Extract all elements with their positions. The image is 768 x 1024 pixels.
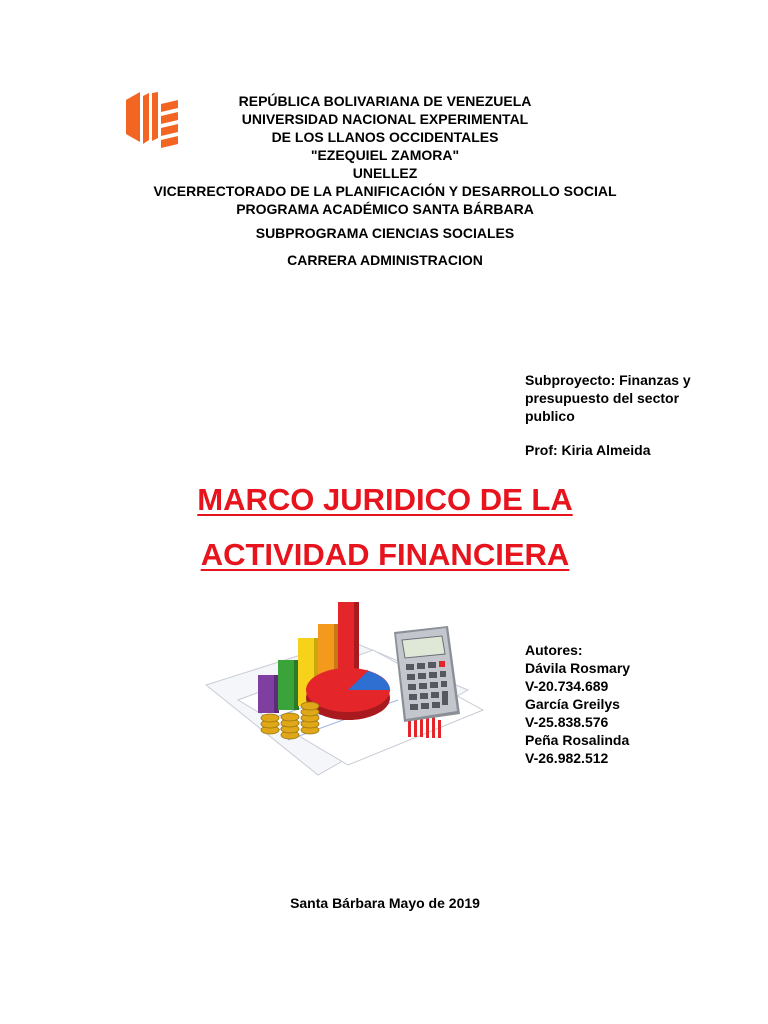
document-title-line-1: MARCO JURIDICO DE LA [197, 482, 573, 517]
header-line: UNIVERSIDAD NACIONAL EXPERIMENTAL [241, 111, 529, 127]
finance-illustration-icon [198, 590, 486, 786]
author-name: García Greilys [525, 696, 620, 712]
authors-block [525, 641, 630, 767]
header-line: VICERRECTORADO DE LA PLANIFICACIÓN Y DESARROLLO SOCIAL [153, 183, 617, 199]
author-name: Dávila Rosmary [525, 660, 631, 676]
author-id: V-25.838.576 [525, 714, 609, 730]
header-line: DE LOS LLANOS OCCIDENTALES [271, 129, 499, 145]
author-id: V-20.734.689 [525, 678, 609, 694]
subprograma-label: SUBPROGRAMA CIENCIAS SOCIALES [255, 225, 515, 241]
institution-header [90, 92, 680, 218]
author-id: V-26.982.512 [525, 750, 609, 766]
carrera-label: CARRERA ADMINISTRACION [287, 252, 483, 268]
professor-label: Prof: Kiria Almeida [525, 442, 651, 458]
header-line: PROGRAMA ACADÉMICO SANTA BÁRBARA [236, 201, 534, 217]
header-line: "EZEQUIEL ZAMORA" [310, 147, 460, 163]
authors-label: Autores: [525, 642, 583, 658]
subproyecto-line: publico [525, 408, 575, 424]
header-line: REPÚBLICA BOLIVARIANA DE VENEZUELA [238, 93, 532, 109]
subproyecto-line: presupuesto del sector [525, 390, 680, 406]
subproyecto-block [525, 371, 725, 425]
header-line: UNELLEZ [352, 165, 418, 181]
place-date: Santa Bárbara Mayo de 2019 [290, 895, 480, 911]
author-name: Peña Rosalinda [525, 732, 630, 748]
document-title-line-2: ACTIVIDAD FINANCIERA [200, 537, 570, 572]
subproyecto-line: Subproyecto: Finanzas y [525, 372, 691, 388]
